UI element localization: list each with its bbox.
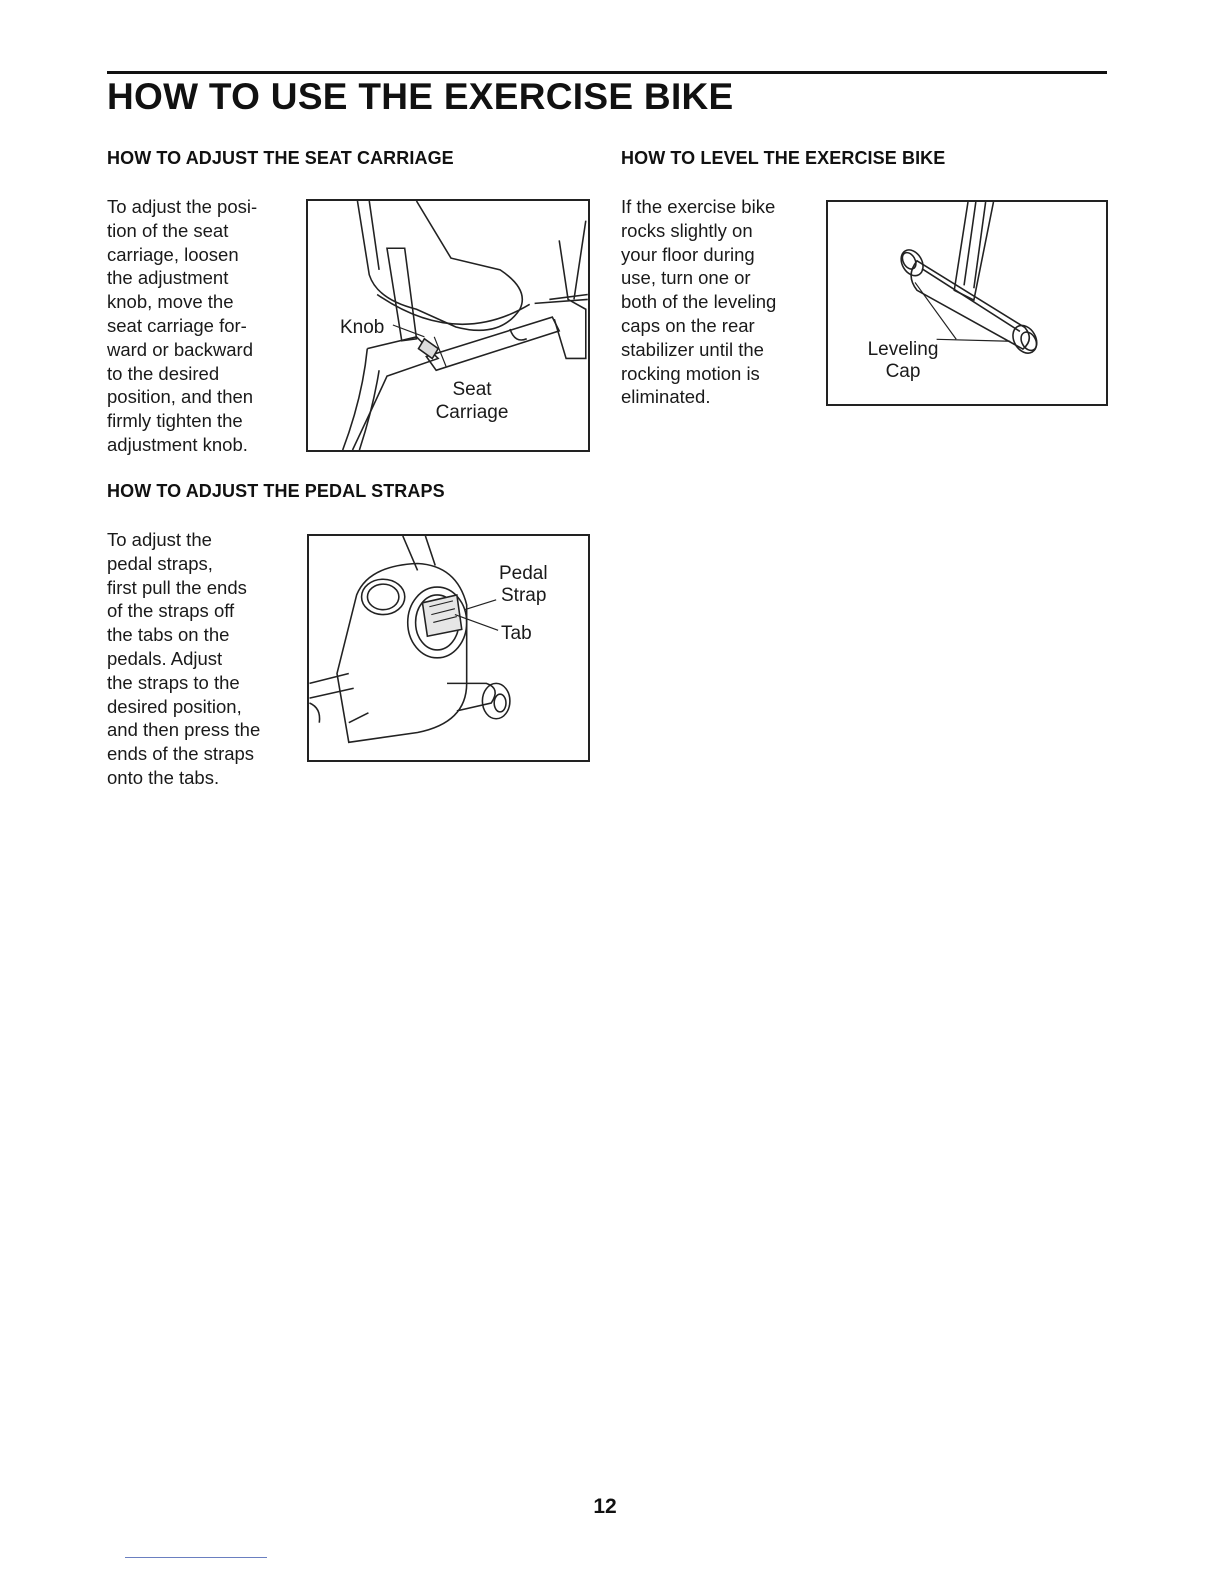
text-line: To adjust the bbox=[107, 529, 212, 550]
seat-label-line1: Seat bbox=[452, 379, 492, 400]
text-line: use, turn one or bbox=[621, 267, 751, 289]
text-line: rocks slightly on bbox=[621, 219, 753, 241]
strap-label: Strap bbox=[501, 585, 547, 606]
text-line: adjustment knob. bbox=[107, 433, 248, 455]
tab-label: Tab bbox=[501, 623, 532, 644]
seat-label-line2: Carriage bbox=[435, 402, 509, 423]
text-line: pedal straps, bbox=[107, 552, 213, 574]
pedal-strap-figure bbox=[307, 534, 590, 762]
leveling-label-line1: Leveling bbox=[867, 339, 939, 360]
text-line: If the exercise bike bbox=[621, 196, 776, 217]
leveling-label-line2: Cap bbox=[885, 361, 921, 382]
text-line: firmly tighten the bbox=[107, 410, 243, 432]
leveling-cap-figure bbox=[826, 200, 1108, 406]
seat-section-heading: HOW TO ADJUST THE SEAT CARRIAGE bbox=[107, 148, 454, 168]
text-line: pedals. Adjust bbox=[107, 647, 223, 669]
text-line: position, and then bbox=[107, 386, 254, 408]
text-line: rocking motion is bbox=[621, 362, 760, 384]
page-title: HOW TO USE THE EXERCISE BIKE bbox=[107, 76, 734, 117]
text-line: To adjust the posi- bbox=[107, 196, 258, 217]
text-line: the tabs on the bbox=[107, 624, 230, 646]
text-line: your floor during bbox=[621, 243, 755, 265]
pedal-label: Pedal bbox=[499, 563, 548, 584]
knob-label: Knob bbox=[340, 317, 385, 338]
level-section-text bbox=[621, 195, 776, 409]
text-line: the straps to the bbox=[107, 671, 240, 693]
text-line: first pull the ends bbox=[107, 576, 247, 598]
text-line: stabilizer until the bbox=[621, 338, 764, 360]
text-line: both of the leveling bbox=[621, 291, 777, 313]
seat-section-text bbox=[107, 195, 257, 457]
text-line: caps on the rear bbox=[621, 314, 755, 336]
seat-carriage-figure bbox=[306, 199, 590, 452]
text-line: carriage, loosen bbox=[107, 243, 239, 265]
footer-line bbox=[125, 1557, 267, 1558]
text-line: and then press the bbox=[107, 719, 261, 741]
text-line: onto the tabs. bbox=[107, 766, 220, 788]
top-rule bbox=[107, 71, 1107, 74]
text-line: ends of the straps bbox=[107, 743, 255, 765]
text-line: of the straps off bbox=[107, 600, 235, 622]
pedal-section-text bbox=[107, 528, 260, 790]
pedal-section-heading: HOW TO ADJUST THE PEDAL STRAPS bbox=[107, 481, 445, 501]
text-line: ward or backward bbox=[107, 338, 254, 360]
text-line: knob, move the bbox=[107, 291, 234, 313]
level-section-heading: HOW TO LEVEL THE EXERCISE BIKE bbox=[621, 148, 946, 168]
page-number: 12 bbox=[593, 1495, 617, 1518]
text-line: eliminated. bbox=[621, 386, 711, 408]
text-line: to the desired bbox=[107, 362, 220, 384]
text-line: desired position, bbox=[107, 695, 242, 717]
text-line: the adjustment bbox=[107, 267, 229, 289]
text-line: tion of the seat bbox=[107, 219, 229, 241]
text-line: seat carriage for- bbox=[107, 314, 247, 336]
